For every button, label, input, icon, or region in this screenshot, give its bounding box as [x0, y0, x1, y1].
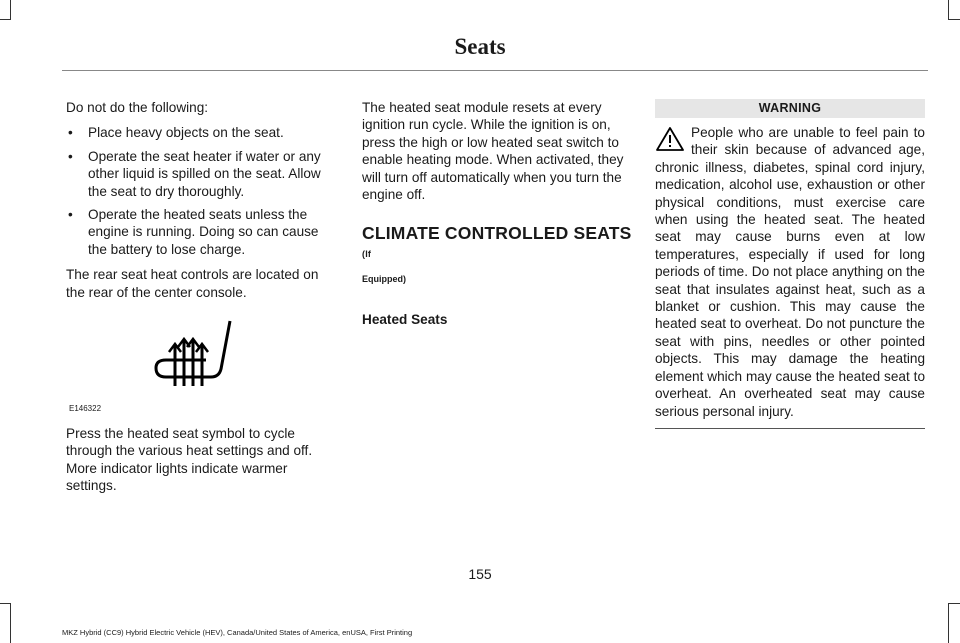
rear-controls-text: The rear seat heat controls are located on the rear of the center console. [66, 267, 319, 300]
column-middle [362, 99, 632, 328]
subheading: Heated Seats [362, 311, 448, 327]
heated-seat-figure [66, 309, 338, 421]
crop-mark [948, 0, 949, 20]
list-item-text: Place heavy objects on the seat. [88, 125, 284, 141]
section-heading [362, 225, 632, 263]
list-item [66, 148, 336, 200]
reset-text: The heated seat module resets at every ignition run cycle. While the ignition is on, press the high or low heated seat switch to enable heating mode. When activated, they will turn off automatically when you turn the engine off. [362, 100, 624, 203]
list-item-text: Operate the seat heater if water or any other liquid is spilled on the seat. Allow the seat to dry thoroughly. [88, 148, 321, 199]
warning-text: People who are unable to feel pain to their skin because of advanced age, chronic illness, diabetes, spinal cord injury, medication, alcohol use, exhaustion or other physical conditions, must exercise care when using the heated seat. The heated seat may cause burns even at low temperatures, especially if used for long periods of time. Do not place anything on the seat that insulates against heat, such as a blanket or cushion. This may cause the heated seat to overheat. Do not puncture the seat with pins, needles or other pointed objects. This may damage the heating element which may cause the heated seat to overheat. An overheated seat may cause serious personal injury. [655, 125, 925, 419]
warning-body [655, 124, 925, 420]
list-item [66, 206, 336, 258]
press-text: Press the heated seat symbol to cycle through the various heat settings and off. More indicator lights indicate warmer settings. [66, 426, 313, 494]
warning-triangle-icon [655, 126, 685, 152]
printing-footer: MKZ Hybrid (CC9) Hybrid Electric Vehicle (HEV), Canada/United States of America, enUSA, First Printing [62, 628, 413, 637]
crop-mark [948, 603, 949, 643]
list-item [66, 124, 336, 141]
intro-text: Do not do the following: [66, 100, 209, 115]
warning-header: WARNING [655, 99, 925, 118]
crop-mark [10, 603, 11, 643]
bullet-list [66, 124, 336, 258]
crop-mark [10, 0, 11, 20]
page-number: 155 [468, 566, 492, 582]
figure-code: E146322 [69, 403, 102, 413]
warning-divider [655, 428, 925, 429]
heated-seat-icon [148, 317, 244, 397]
list-item-text: Operate the heated seats unless the engine is running. Doing so can cause the battery to lose charge. [88, 207, 319, 257]
crop-mark [948, 603, 960, 604]
crop-mark [0, 603, 11, 604]
crop-mark [0, 19, 11, 20]
column-left [66, 99, 336, 503]
page-title: Seats [454, 34, 506, 59]
column-right [655, 99, 925, 429]
title-divider [62, 70, 928, 71]
crop-mark [948, 19, 960, 20]
bullet-icon: • [68, 148, 73, 164]
bullet-icon: • [68, 125, 73, 141]
bullet-icon: • [68, 207, 73, 223]
section-heading-continued: Equipped) [362, 274, 406, 285]
section-heading-text: CLIMATE CONTROLLED SEATS [362, 223, 632, 244]
section-heading-suffix: (If [362, 248, 372, 259]
